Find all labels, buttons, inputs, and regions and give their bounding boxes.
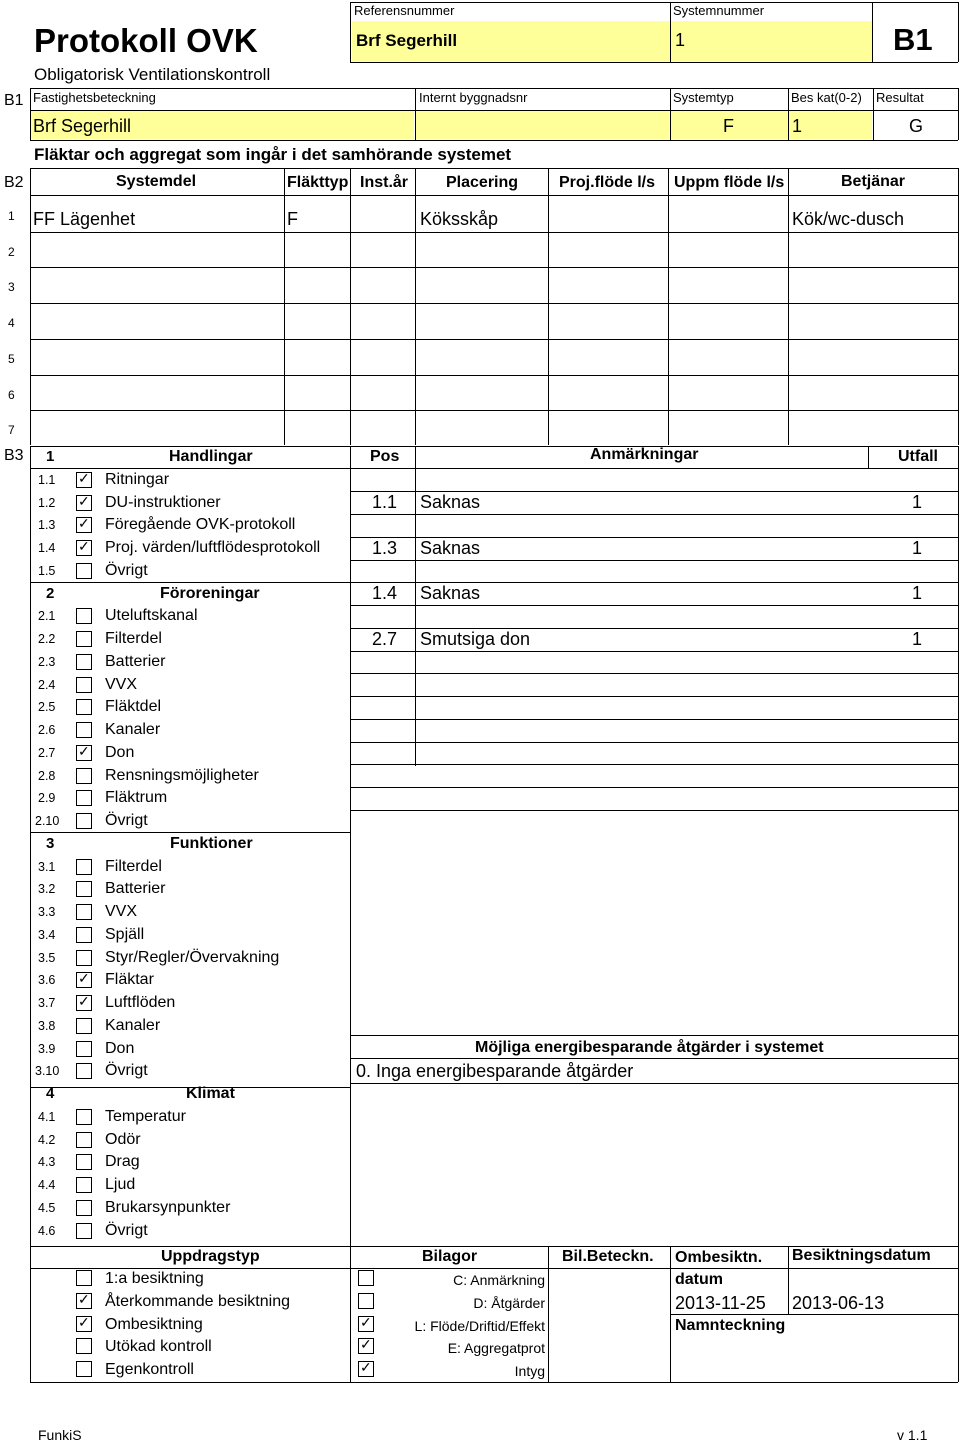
item-number: 3.10 <box>35 1064 60 1079</box>
b2-col-instar: Inst.år <box>360 174 409 191</box>
grid-line-v <box>548 1246 549 1382</box>
bilaga-checkbox[interactable] <box>358 1338 374 1354</box>
checklist-item-label: VVX <box>105 675 138 693</box>
b2-col-proj: Proj.flöde l/s <box>559 174 656 191</box>
systemtyp-value: F <box>723 116 734 136</box>
item-number: 2.1 <box>38 609 56 624</box>
grid-line-v <box>350 168 351 445</box>
checklist-item-label: Kanaler <box>105 721 161 738</box>
b2-row-number: 1 <box>8 209 15 223</box>
checkbox-2.6[interactable] <box>76 722 92 738</box>
fastighet-label: Fastighetsbeteckning <box>33 90 156 105</box>
remark-utfall[interactable]: 1 <box>912 538 923 558</box>
checkbox-1.5[interactable] <box>76 563 92 579</box>
bilagor-header: Bilagor <box>422 1248 478 1265</box>
bilaga-label: L: Flöde/Driftid/Effekt <box>414 1317 545 1334</box>
grid-line-h <box>30 446 958 447</box>
checkbox-3.10[interactable] <box>76 1063 92 1079</box>
grid-line-h <box>30 303 958 304</box>
b2-row-number: 2 <box>8 244 15 259</box>
grid-line-h <box>350 787 958 788</box>
grid-line-h <box>350 719 958 720</box>
grid-line-h <box>350 810 958 811</box>
checklist-item-label: DU-instruktioner <box>105 493 221 511</box>
item-number: 3.4 <box>38 927 56 942</box>
checkbox-3.5[interactable] <box>76 950 92 966</box>
check-icon: ✓ <box>78 742 90 759</box>
internt-field[interactable] <box>416 111 669 139</box>
fan-heading: Fläktar och aggregat som ingår i det samhörande systemet <box>34 145 512 164</box>
checklist-item-label: Don <box>105 1039 135 1057</box>
grid-line-v <box>415 446 416 766</box>
checklist-item-label: Don <box>105 743 135 761</box>
b2-placering-cell[interactable]: Köksskåp <box>420 209 499 229</box>
group-number: 1 <box>46 448 55 465</box>
uppdrag-label: Egenkontroll <box>105 1361 194 1378</box>
system-number-label: Systemnummer <box>673 3 765 18</box>
grid-line-h <box>350 1083 958 1084</box>
grid-line-h <box>350 605 958 606</box>
item-number: 1.5 <box>38 563 56 578</box>
footer-version: v 1.1 <box>897 1427 928 1443</box>
grid-line-h <box>350 742 958 743</box>
b2-code: B2 <box>4 174 24 191</box>
checkbox-4.6[interactable] <box>76 1223 92 1239</box>
systemtyp-label: Systemtyp <box>673 90 734 105</box>
item-number: 3.6 <box>38 973 56 988</box>
b3-col-utfall: Utfall <box>898 448 938 465</box>
group-title-föroreningar: Föroreningar <box>160 584 260 602</box>
bilaga-label: D: Åtgärder <box>473 1294 545 1311</box>
check-icon: ✓ <box>78 970 90 987</box>
checklist-item-label: Proj. värden/luftflödesprotokoll <box>105 539 321 556</box>
uppdragstyp-header: Uppdragstyp <box>161 1248 260 1265</box>
checklist-item-label: Övrigt <box>105 561 148 579</box>
checkbox-3.7[interactable] <box>76 995 92 1011</box>
grid-line-v <box>958 446 959 1246</box>
b2-col-betjanar: Betjänar <box>841 173 906 190</box>
grid-line-h <box>30 267 958 268</box>
bilaga-checkbox[interactable] <box>358 1293 374 1309</box>
checklist-item-label: Styr/Regler/Övervakning <box>105 948 280 966</box>
grid-line-v <box>788 1246 789 1314</box>
checklist-item-label: Övrigt <box>105 1062 148 1080</box>
bilaga-label: E: Aggregatprot <box>447 1340 545 1357</box>
item-number: 2.5 <box>38 700 56 715</box>
item-number: 2.10 <box>35 814 60 828</box>
grid-line-v <box>415 168 416 445</box>
bilaga-checkbox[interactable] <box>358 1270 374 1286</box>
grid-line-h <box>350 514 958 515</box>
checklist-item-label: Spjäll <box>105 925 145 943</box>
grid-line-v <box>30 446 31 1246</box>
grid-line-v <box>350 446 351 1246</box>
b1-code: B1 <box>4 92 24 109</box>
grid-line-h <box>350 560 958 561</box>
item-number: 1.2 <box>38 495 56 510</box>
item-number: 3.2 <box>38 882 56 897</box>
item-number: 3.8 <box>38 1018 56 1033</box>
grid-line-h <box>30 375 958 376</box>
checklist-item-label: Brukarsynpunkter <box>105 1198 231 1216</box>
checkbox-3.3[interactable] <box>76 904 92 920</box>
checklist-item-label: Föregående OVK-protokoll <box>105 516 296 534</box>
grid-line-v <box>668 168 669 445</box>
checkbox-2.7[interactable] <box>76 742 92 761</box>
checkbox-4.2[interactable] <box>76 1132 92 1148</box>
footer-left-text: FunkiS <box>38 1427 82 1443</box>
grid-line-h <box>350 673 958 674</box>
internt-label: Internt byggnadsnr <box>419 90 528 105</box>
item-number: 3.1 <box>38 859 56 874</box>
item-number: 2.2 <box>38 632 56 646</box>
checkbox-4.5[interactable] <box>76 1200 92 1216</box>
group-title-funktioner: Funktioner <box>170 834 253 852</box>
check-icon: ✓ <box>78 1313 90 1330</box>
remark-utfall[interactable]: 1 <box>912 629 923 649</box>
group-number: 2 <box>46 584 55 602</box>
checkbox-2.5[interactable] <box>76 699 92 715</box>
item-number: 4.1 <box>38 1109 56 1124</box>
remark-pos[interactable]: 1.4 <box>372 583 398 603</box>
checkbox-3.6[interactable] <box>76 972 92 988</box>
remark-text[interactable]: Saknas <box>420 583 481 603</box>
fastighet-value: Brf Segerhill <box>33 116 132 136</box>
uppdrag-label: 1:a besiktning <box>105 1270 204 1287</box>
reference-number-label: Referensnummer <box>354 3 455 18</box>
b2-col-uppm: Uppm flöde l/s <box>674 174 785 191</box>
uppdrag-checkbox[interactable] <box>76 1361 92 1377</box>
grid-line-v <box>788 168 789 445</box>
checkbox-1.4[interactable] <box>76 540 92 556</box>
grid-line-h <box>30 339 958 340</box>
resultat-label: Resultat <box>876 90 924 105</box>
grid-line-h <box>30 168 958 169</box>
checklist-item-label: Kanaler <box>105 1016 161 1034</box>
item-number: 1.1 <box>38 472 56 487</box>
grid-line-v <box>350 1246 351 1382</box>
grid-line-v <box>548 168 549 445</box>
b3-col-pos: Pos <box>370 448 400 465</box>
item-number: 4.5 <box>38 1200 56 1215</box>
checkbox-2.3[interactable] <box>76 654 92 670</box>
item-number: 2.4 <box>38 677 56 692</box>
b3-col-anm: Anmärkningar <box>590 446 699 463</box>
item-number: 1.4 <box>38 541 56 555</box>
namnteckning-label: Namnteckning <box>675 1317 786 1334</box>
b2-col-flakttyp: Fläkttyp <box>287 174 349 191</box>
grid-line-h <box>30 1382 958 1383</box>
checkbox-4.3[interactable] <box>76 1154 92 1170</box>
grid-line-h <box>350 764 958 765</box>
checklist-item-label: Batterier <box>105 652 166 670</box>
remark-utfall[interactable]: 1 <box>912 492 923 512</box>
checkbox-2.1[interactable] <box>76 608 92 624</box>
checkbox-1.3[interactable] <box>76 517 92 533</box>
checklist-item-label: Övrigt <box>105 812 148 829</box>
b3-code: B3 <box>4 447 24 464</box>
grid-line-v <box>30 1246 31 1382</box>
datum-label: datum <box>675 1271 723 1288</box>
checklist-item-label: Uteluftskanal <box>105 607 198 625</box>
checkbox-2.9[interactable] <box>76 790 92 806</box>
item-number: 3.9 <box>38 1041 56 1056</box>
group-title-klimat: Klimat <box>186 1085 235 1102</box>
form-subtitle: Obligatorisk Ventilationskontroll <box>34 65 271 84</box>
checklist-item-label: Fläktar <box>105 971 154 989</box>
item-number: 4.2 <box>38 1132 56 1147</box>
checklist-item-label: Fläktdel <box>105 698 162 716</box>
grid-line-v <box>958 1246 959 1382</box>
checkbox-1.1[interactable] <box>76 469 92 488</box>
remark-text[interactable]: Saknas <box>420 538 481 558</box>
check-icon: ✓ <box>360 1336 372 1353</box>
b2-row-number: 6 <box>8 387 15 402</box>
uppdrag-label: Återkommande besiktning <box>105 1292 290 1310</box>
item-number: 4.4 <box>38 1178 56 1192</box>
grid-line-h <box>350 651 958 652</box>
checklist-item-label: VVX <box>105 903 138 920</box>
checkbox-2.10[interactable] <box>76 813 92 829</box>
b2-col-systemdel: Systemdel <box>116 173 197 190</box>
checklist-item-label: Ljud <box>105 1176 136 1193</box>
bilbet-header: Bil.Beteckn. <box>562 1248 654 1265</box>
system-number-field[interactable] <box>671 21 872 61</box>
remark-text[interactable]: Saknas <box>420 492 481 512</box>
item-number: 2.6 <box>38 723 56 737</box>
grid-line-h <box>350 1058 958 1059</box>
item-number: 3.7 <box>38 996 56 1010</box>
grid-line-v <box>868 446 869 468</box>
checklist-item-label: Odör <box>105 1130 141 1148</box>
remark-text[interactable]: Smutsiga don <box>420 629 531 649</box>
check-icon: ✓ <box>78 993 90 1009</box>
resultat-value: G <box>909 116 924 136</box>
grid-line-v <box>30 168 31 445</box>
check-icon: ✓ <box>78 538 90 554</box>
checklist-item-label: Rensningsmöjligheter <box>105 766 259 784</box>
group-title-handlingar: Handlingar <box>169 448 253 465</box>
check-icon: ✓ <box>360 1359 372 1375</box>
item-number: 2.3 <box>38 654 56 669</box>
energy-heading: Möjliga energibesparande åtgärder i systemet <box>475 1039 824 1056</box>
reference-number-value: Brf Segerhill <box>356 31 458 50</box>
checkbox-2.4[interactable] <box>76 677 92 693</box>
bilaga-label: C: Anmärkning <box>453 1272 545 1288</box>
energy-value: 0. Inga energibesparande åtgärder <box>356 1061 634 1081</box>
checklist-item-label: Filterdel <box>105 857 162 875</box>
remark-pos[interactable]: 1.1 <box>372 492 398 512</box>
grid-line-h <box>30 232 958 233</box>
item-number: 2.9 <box>38 791 56 806</box>
check-icon: ✓ <box>78 469 90 486</box>
grid-line-v <box>958 168 959 445</box>
check-icon: ✓ <box>360 1313 372 1330</box>
besiktningsdatum-value: 2013-06-13 <box>792 1293 885 1313</box>
check-icon: ✓ <box>78 492 90 509</box>
grid-line-h <box>30 582 350 583</box>
grid-line-h <box>30 832 350 833</box>
checkbox-3.9[interactable] <box>76 1041 92 1057</box>
grid-line-h <box>30 1268 958 1269</box>
remark-pos[interactable]: 1.3 <box>372 538 398 558</box>
uppdrag-label: Utökad kontroll <box>105 1338 212 1356</box>
grid-line-h <box>30 195 958 196</box>
uppdrag-checkbox[interactable] <box>76 1270 92 1286</box>
b2-col-placering: Placering <box>446 174 519 191</box>
checklist-item-label: Batterier <box>105 880 166 898</box>
group-number: 3 <box>46 834 55 852</box>
grid-line-h <box>350 491 958 492</box>
grid-line-h <box>350 582 958 583</box>
uppdrag-label: Ombesiktning <box>105 1315 203 1333</box>
grid-line-h <box>350 537 958 538</box>
uppdrag-checkbox[interactable] <box>76 1338 92 1354</box>
checklist-item-label: Drag <box>105 1153 140 1171</box>
b2-flakttyp-cell[interactable]: F <box>287 209 298 229</box>
beskat-value: 1 <box>792 116 803 136</box>
item-number: 4.6 <box>38 1223 56 1238</box>
checkbox-2.8[interactable] <box>76 768 92 784</box>
checkbox-3.8[interactable] <box>76 1018 92 1034</box>
item-number: 2.8 <box>38 768 56 783</box>
grid-line-h <box>30 1087 350 1088</box>
group-number: 4 <box>46 1085 55 1102</box>
grid-line-h <box>350 1035 958 1036</box>
checkbox-4.4[interactable] <box>76 1177 92 1193</box>
b2-row-number: 5 <box>8 351 15 366</box>
system-number-value: 1 <box>675 30 686 50</box>
checkbox-2.2[interactable] <box>76 631 92 647</box>
checklist-item-label: Fläktrum <box>105 789 168 807</box>
uppdrag-checkbox[interactable] <box>76 1313 92 1332</box>
checklist-item-label: Temperatur <box>105 1107 186 1125</box>
checkbox-1.2[interactable] <box>76 492 92 511</box>
check-icon: ✓ <box>78 1290 90 1307</box>
checkbox-4.1[interactable] <box>76 1109 92 1125</box>
item-number: 1.3 <box>38 518 56 533</box>
uppdrag-checkbox[interactable] <box>76 1290 92 1309</box>
checklist-item-label: Filterdel <box>105 630 162 647</box>
grid-line-h <box>350 628 958 629</box>
item-number: 3.5 <box>38 950 56 965</box>
grid-line-v <box>284 168 285 445</box>
form-title: Protokoll OVK <box>34 22 258 59</box>
checklist-item-label: Luftflöden <box>105 994 176 1011</box>
b2-row-number: 7 <box>8 423 15 438</box>
beskat-label: Bes kat(0-2) <box>791 90 862 105</box>
b2-systemdel-cell[interactable]: FF Lägenhet <box>33 209 136 229</box>
item-number: 2.7 <box>38 745 56 760</box>
grid-line-h <box>30 1246 958 1247</box>
section-code: B1 <box>893 22 933 57</box>
grid-line-h <box>350 696 958 697</box>
b2-betjanar-cell[interactable]: Kök/wc-dusch <box>792 209 905 229</box>
grid-line-h <box>30 410 958 411</box>
checkbox-3.4[interactable] <box>76 927 92 943</box>
item-number: 3.3 <box>38 905 56 919</box>
bilaga-checkbox[interactable] <box>358 1361 374 1377</box>
check-icon: ✓ <box>78 515 90 532</box>
besiktningsdatum-label: Besiktningsdatum <box>792 1247 931 1264</box>
b2-row-number: 4 <box>8 316 15 331</box>
checklist-item-label: Ritningar <box>105 470 170 488</box>
remark-pos[interactable]: 2.7 <box>372 629 398 649</box>
b2-row-number: 3 <box>8 280 15 295</box>
checklist-item-label: Övrigt <box>105 1221 148 1239</box>
bilaga-label: Intyg <box>514 1363 545 1379</box>
ombesiktn-date: 2013-11-25 <box>675 1293 766 1313</box>
item-number: 4.3 <box>38 1155 56 1170</box>
checkbox-3.2[interactable] <box>76 881 92 897</box>
bilaga-checkbox[interactable] <box>358 1313 374 1332</box>
ombesiktn-label: Ombesiktn. <box>675 1249 763 1266</box>
grid-line-h <box>670 1314 958 1315</box>
grid-line-h <box>30 468 958 469</box>
checkbox-3.1[interactable] <box>76 859 92 875</box>
remark-utfall[interactable]: 1 <box>912 583 923 603</box>
